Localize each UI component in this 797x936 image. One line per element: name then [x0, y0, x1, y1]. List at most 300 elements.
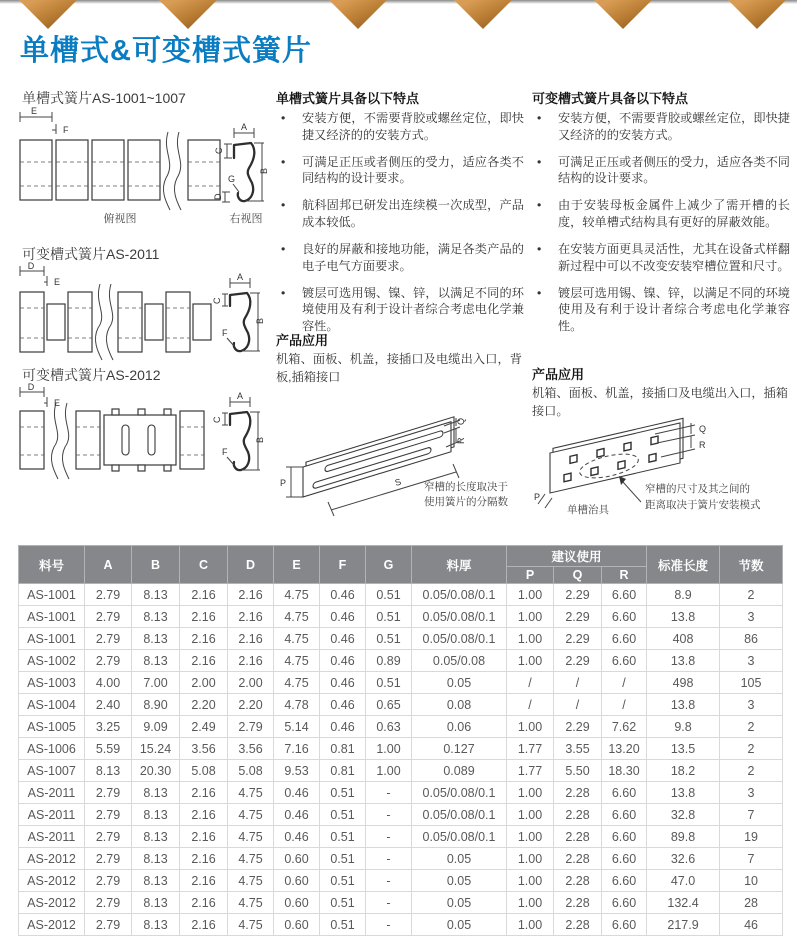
value-cell: 32.6 [647, 848, 720, 870]
value-cell: 3.25 [85, 716, 132, 738]
value-cell: 5.50 [554, 760, 602, 782]
value-cell: 8.13 [132, 826, 180, 848]
pennant-triangle-icon [19, 0, 77, 29]
value-cell: 2.16 [180, 914, 228, 936]
value-cell: 5.08 [228, 760, 274, 782]
dim-label-e: E [54, 277, 61, 287]
value-cell: 13.8 [647, 694, 720, 716]
table-row [19, 672, 783, 694]
pennant-triangle-icon [594, 0, 652, 29]
value-cell: / [602, 672, 647, 694]
value-cell: 2.79 [228, 716, 274, 738]
table-row [19, 694, 783, 716]
part-number-cell: AS-2011 [19, 826, 85, 848]
value-cell: 0.05 [412, 672, 507, 694]
top-view-label: 俯视图 [103, 213, 137, 225]
variable-app-text: 机箱、面板、机盖，接插口及电缆出入口，插箱接口。 [532, 386, 788, 419]
table-row [19, 892, 783, 914]
value-cell: 1.00 [507, 826, 554, 848]
value-cell: 6.60 [602, 914, 647, 936]
dim-label-g: G [228, 174, 236, 184]
right-view-label: 右视图 [229, 213, 263, 225]
value-cell: 86 [720, 628, 783, 650]
value-cell: 0.63 [366, 716, 412, 738]
value-cell: 28 [720, 892, 783, 914]
value-cell: / [554, 672, 602, 694]
value-cell: 2.20 [180, 694, 228, 716]
value-cell: 2.79 [85, 848, 132, 870]
col-header-e: E [274, 546, 320, 584]
feature-bullet: • 良好的屏蔽和接地功能，满足各类产品的电子电气方面要求。 [276, 241, 524, 275]
variable-diagram-caption-line1: 窄槽的尺寸及其之间的 [645, 483, 750, 495]
value-cell: 2.79 [85, 892, 132, 914]
value-cell: 2.16 [180, 606, 228, 628]
feature-bullet: • 安装方便，不需要背胶或螺丝定位，即快捷又经济的的安装方式。 [532, 110, 790, 144]
value-cell: 18.2 [647, 760, 720, 782]
feature-bullet: • 安装方便，不需要背胶或螺丝定位，即快捷又经济的的安装方式。 [276, 110, 524, 144]
value-cell: 0.60 [274, 914, 320, 936]
value-cell: 2.28 [554, 892, 602, 914]
value-cell: 2.00 [180, 672, 228, 694]
value-cell: 8.90 [132, 694, 180, 716]
value-cell: 3.55 [554, 738, 602, 760]
value-cell: 4.75 [228, 870, 274, 892]
value-cell: 0.05/0.08/0.1 [412, 782, 507, 804]
value-cell: 2.28 [554, 848, 602, 870]
value-cell: 3.56 [228, 738, 274, 760]
table-row [19, 782, 783, 804]
value-cell: 46 [720, 914, 783, 936]
feature-bullet: • 由于安装母板金属件上减少了需开槽的长度，较单槽式结构具有更好的屏蔽效能。 [532, 197, 790, 231]
col-header-g: G [366, 546, 412, 584]
value-cell: 0.46 [320, 716, 366, 738]
value-cell: 2.16 [180, 870, 228, 892]
value-cell: 7.62 [602, 716, 647, 738]
diagram-heading-as2012: 可变槽式簧片AS-2012 [22, 367, 161, 383]
value-cell: 0.51 [320, 914, 366, 936]
part-number-cell: AS-1005 [19, 716, 85, 738]
value-cell: 2.28 [554, 870, 602, 892]
value-cell: 0.60 [274, 848, 320, 870]
value-cell: 1.00 [507, 892, 554, 914]
break-line [51, 403, 58, 479]
value-cell: 8.13 [85, 760, 132, 782]
value-cell: 4.75 [228, 804, 274, 826]
col-header-a: A [85, 546, 132, 584]
value-cell: 9.8 [647, 716, 720, 738]
value-cell: 6.60 [602, 650, 647, 672]
page-title: 单槽式&可变槽式簧片 [20, 35, 312, 67]
feature-bullet: • 航科固邦已研发出连续模一次成型，产品成本较低。 [276, 197, 524, 231]
value-cell: 0.089 [412, 760, 507, 782]
value-cell: 18.30 [602, 760, 647, 782]
value-cell: 2.29 [554, 628, 602, 650]
value-cell: 0.05/0.08 [412, 650, 507, 672]
value-cell: 4.75 [228, 892, 274, 914]
value-cell: 8.13 [132, 584, 180, 606]
value-cell: 2 [720, 584, 783, 606]
fixture-label: 单槽治具 [567, 504, 609, 516]
value-cell: 2.16 [180, 782, 228, 804]
feature-bullet: • 镀层可选用锡、镍、锌，以满足不同的环境使用及有利于设计者综合考虑电化学兼容性。 [276, 285, 524, 335]
value-cell: 13.20 [602, 738, 647, 760]
drawing-as1001-strip [16, 106, 269, 228]
value-cell: 2.49 [180, 716, 228, 738]
value-cell: 2.16 [180, 628, 228, 650]
part-number-cell: AS-1002 [19, 650, 85, 672]
value-cell: 8.13 [132, 628, 180, 650]
dim-label-d: D [213, 193, 223, 200]
value-cell: 2.29 [554, 584, 602, 606]
value-cell: 2.29 [554, 606, 602, 628]
diagram-heading-as1001: 单槽式簧片AS-1001~1007 [22, 90, 186, 106]
value-cell: 2.79 [85, 606, 132, 628]
value-cell: 408 [647, 628, 720, 650]
value-cell: 0.46 [320, 650, 366, 672]
value-cell: 0.05 [412, 892, 507, 914]
value-cell: / [602, 694, 647, 716]
value-cell: 0.46 [320, 672, 366, 694]
value-cell: 8.13 [132, 848, 180, 870]
table-row [19, 826, 783, 848]
value-cell: 498 [647, 672, 720, 694]
table-row [19, 650, 783, 672]
value-cell: 2.16 [180, 892, 228, 914]
value-cell: 2.29 [554, 650, 602, 672]
value-cell: 19 [720, 826, 783, 848]
value-cell: 6.60 [602, 848, 647, 870]
value-cell: 4.75 [274, 672, 320, 694]
value-cell: 1.00 [507, 584, 554, 606]
pennant-triangle-icon [159, 0, 217, 29]
value-cell: 0.46 [274, 782, 320, 804]
value-cell: 0.05/0.08/0.1 [412, 826, 507, 848]
dim-label-d: D [27, 382, 35, 392]
dim-label-e: E [54, 398, 61, 408]
dim-label-d: D [27, 261, 35, 271]
value-cell: 0.06 [412, 716, 507, 738]
value-cell: 2 [720, 738, 783, 760]
value-cell: 4.78 [274, 694, 320, 716]
value-cell: 6.60 [602, 584, 647, 606]
break-line [163, 132, 170, 210]
value-cell: 6.60 [602, 628, 647, 650]
value-cell: 4.75 [228, 848, 274, 870]
col-header-sections: 节数 [720, 546, 783, 584]
value-cell: 0.05 [412, 848, 507, 870]
dim-label-b: B [255, 436, 265, 443]
col-header-r: R [602, 567, 647, 584]
value-cell: 0.46 [320, 694, 366, 716]
break-line [174, 132, 181, 210]
table-row [19, 848, 783, 870]
value-cell: 1.00 [366, 738, 412, 760]
value-cell: 3 [720, 606, 783, 628]
single-diagram-caption-line1: 窄槽的长度取决于 [424, 481, 508, 493]
value-cell: 2.79 [85, 782, 132, 804]
value-cell: 0.81 [320, 738, 366, 760]
value-cell: 8.13 [132, 914, 180, 936]
col-header-d: D [228, 546, 274, 584]
value-cell: 2.16 [180, 584, 228, 606]
break-line [95, 284, 102, 360]
col-header-thickness: 料厚 [412, 546, 507, 584]
value-cell: 6.60 [602, 826, 647, 848]
value-cell: 0.51 [366, 606, 412, 628]
value-cell: 20.30 [132, 760, 180, 782]
value-cell: 6.60 [602, 782, 647, 804]
value-cell: 0.51 [320, 848, 366, 870]
break-line [62, 403, 69, 479]
value-cell: - [366, 914, 412, 936]
diagram-heading-as2011: 可变槽式簧片AS-2011 [22, 246, 160, 262]
single-diagram-caption-line2: 使用簧片的分隔数 [424, 496, 508, 508]
value-cell: 0.51 [320, 892, 366, 914]
value-cell: 2.79 [85, 650, 132, 672]
table-row [19, 870, 783, 892]
value-cell: 2.00 [228, 672, 274, 694]
pennant-triangle-icon [728, 0, 786, 29]
value-cell: 9.53 [274, 760, 320, 782]
value-cell: 1.00 [366, 760, 412, 782]
value-cell: 13.5 [647, 738, 720, 760]
part-number-cell: AS-2012 [19, 892, 85, 914]
table-row [19, 738, 783, 760]
dim-label-p: P [280, 478, 287, 488]
dim-label-e: E [30, 106, 38, 116]
value-cell: 0.05 [412, 870, 507, 892]
part-number-cell: AS-1004 [19, 694, 85, 716]
value-cell: 47.0 [647, 870, 720, 892]
value-cell: 3 [720, 782, 783, 804]
part-number-cell: AS-2012 [19, 848, 85, 870]
dim-label-f: F [222, 328, 228, 338]
value-cell: - [366, 826, 412, 848]
single-features-list [276, 110, 524, 345]
dim-label-a: A [240, 122, 248, 132]
value-cell: 0.51 [366, 628, 412, 650]
value-cell: 2.16 [228, 628, 274, 650]
value-cell: 4.00 [85, 672, 132, 694]
value-cell: 10 [720, 870, 783, 892]
value-cell: 0.05/0.08/0.1 [412, 606, 507, 628]
value-cell: 13.8 [647, 650, 720, 672]
dim-label-c: C [214, 147, 224, 154]
value-cell: 2.79 [85, 584, 132, 606]
value-cell: 0.127 [412, 738, 507, 760]
value-cell: - [366, 848, 412, 870]
feature-bullet: • 镀层可选用锡、镍、锌，以满足不同的环境使用及有利于设计者综合考虑电化学兼容性。 [532, 285, 790, 335]
value-cell: 3 [720, 650, 783, 672]
value-cell: 2.16 [180, 848, 228, 870]
value-cell: 2.20 [228, 694, 274, 716]
value-cell: 3.56 [180, 738, 228, 760]
value-cell: 13.8 [647, 606, 720, 628]
value-cell: 1.00 [507, 628, 554, 650]
value-cell: - [366, 804, 412, 826]
value-cell: 0.60 [274, 870, 320, 892]
table-row [19, 606, 783, 628]
value-cell: 13.8 [647, 782, 720, 804]
value-cell: 2.40 [85, 694, 132, 716]
value-cell: 2.79 [85, 804, 132, 826]
value-cell: / [507, 672, 554, 694]
col-header-std-length: 标准长度 [647, 546, 720, 584]
col-header-suggest-group: 建议使用 [507, 546, 647, 567]
dim-label-r: R [456, 437, 466, 444]
value-cell: 8.13 [132, 870, 180, 892]
dim-label-a: A [236, 272, 244, 282]
break-line [106, 284, 113, 360]
table-row [19, 628, 783, 650]
top-shadow [0, 0, 797, 4]
value-cell: 0.46 [320, 606, 366, 628]
table-row [19, 716, 783, 738]
dim-label-r: R [699, 440, 706, 450]
value-cell: 3 [720, 694, 783, 716]
value-cell: 1.77 [507, 760, 554, 782]
dim-label-p: P [534, 492, 541, 502]
pennant-triangle-icon [329, 0, 387, 29]
value-cell: 0.51 [366, 584, 412, 606]
col-header-c: C [180, 546, 228, 584]
value-cell: 2.28 [554, 914, 602, 936]
single-features-heading: 单槽式簧片具备以下特点 [276, 91, 420, 106]
value-cell: 2.28 [554, 782, 602, 804]
value-cell: 6.60 [602, 606, 647, 628]
spec-table-body [19, 584, 783, 936]
value-cell: 89.8 [647, 826, 720, 848]
feature-bullet: • 在安装方面更具灵活性，尤其在设备式样翻新过程中可以不改变安装窄槽位置和尺寸。 [532, 241, 790, 275]
part-number-cell: AS-1003 [19, 672, 85, 694]
value-cell: 4.75 [228, 826, 274, 848]
value-cell: 2 [720, 760, 783, 782]
value-cell: / [507, 694, 554, 716]
value-cell: 2.16 [228, 584, 274, 606]
value-cell: - [366, 892, 412, 914]
dim-label-f: F [222, 447, 228, 457]
value-cell: 0.51 [320, 782, 366, 804]
single-slot-plate-diagram [276, 392, 521, 522]
value-cell: 7.00 [132, 672, 180, 694]
value-cell: 4.75 [274, 628, 320, 650]
part-number-cell: AS-1001 [19, 628, 85, 650]
value-cell: 2.79 [85, 826, 132, 848]
value-cell: 8.13 [132, 892, 180, 914]
value-cell: 1.00 [507, 606, 554, 628]
value-cell: 217.9 [647, 914, 720, 936]
value-cell: 2.16 [180, 826, 228, 848]
feature-bullet: • 可满足正压或者侧压的受力，适应各类不同结构的设计要求。 [532, 154, 790, 188]
value-cell: 4.75 [274, 606, 320, 628]
col-header-p: P [507, 567, 554, 584]
value-cell: 0.81 [320, 760, 366, 782]
value-cell: 4.75 [274, 584, 320, 606]
value-cell: 0.89 [366, 650, 412, 672]
value-cell: 0.46 [274, 804, 320, 826]
value-cell: 1.00 [507, 848, 554, 870]
value-cell: 2.16 [180, 650, 228, 672]
value-cell: 0.05/0.08/0.1 [412, 804, 507, 826]
col-header-b: B [132, 546, 180, 584]
value-cell: / [554, 694, 602, 716]
single-app-text: 机箱、面板、机盖，接插口及电缆出入口，背板,插箱接口 [276, 352, 522, 385]
part-number-cell: AS-2012 [19, 870, 85, 892]
value-cell: 8.13 [132, 782, 180, 804]
value-cell: 0.51 [320, 804, 366, 826]
value-cell: 5.14 [274, 716, 320, 738]
value-cell: 2.79 [85, 914, 132, 936]
drawing-as2011-strip [16, 262, 266, 364]
value-cell: 132.4 [647, 892, 720, 914]
part-number-cell: AS-2011 [19, 782, 85, 804]
value-cell: - [366, 870, 412, 892]
value-cell: 1.77 [507, 738, 554, 760]
value-cell: 2.16 [228, 606, 274, 628]
value-cell: 2.79 [85, 870, 132, 892]
value-cell: 6.60 [602, 892, 647, 914]
variable-slot-plate-diagram [533, 410, 793, 528]
variable-app-heading: 产品应用 [532, 367, 585, 382]
part-number-cell: AS-1006 [19, 738, 85, 760]
part-number-cell: AS-2011 [19, 804, 85, 826]
value-cell: 2 [720, 716, 783, 738]
value-cell: 8.9 [647, 584, 720, 606]
single-app-heading: 产品应用 [276, 333, 329, 348]
dim-label-c: C [212, 416, 222, 423]
value-cell: 0.05/0.08/0.1 [412, 584, 507, 606]
value-cell: 2.16 [228, 650, 274, 672]
value-cell: 0.46 [320, 628, 366, 650]
value-cell: 2.79 [85, 628, 132, 650]
value-cell: 0.51 [320, 870, 366, 892]
part-number-cell: AS-1001 [19, 584, 85, 606]
value-cell: 8.13 [132, 804, 180, 826]
value-cell: 6.60 [602, 870, 647, 892]
pennant-triangle-icon [454, 0, 512, 29]
value-cell: 7 [720, 804, 783, 826]
variable-features-list [532, 110, 790, 345]
feature-bullet: • 可满足正压或者侧压的受力，适应各类不同结构的设计要求。 [276, 154, 524, 188]
value-cell: 4.75 [228, 914, 274, 936]
drawing-as2012-strip [16, 383, 266, 485]
value-cell: 8.13 [132, 650, 180, 672]
value-cell: 9.09 [132, 716, 180, 738]
value-cell: 0.46 [274, 826, 320, 848]
value-cell: 0.46 [320, 584, 366, 606]
table-row [19, 914, 783, 936]
value-cell: 1.00 [507, 782, 554, 804]
value-cell: 0.08 [412, 694, 507, 716]
spec-table [18, 545, 783, 936]
part-number-cell: AS-1001 [19, 606, 85, 628]
value-cell: 8.13 [132, 606, 180, 628]
dim-label-a: A [236, 391, 244, 401]
value-cell: 5.59 [85, 738, 132, 760]
col-header-part: 料号 [19, 546, 85, 584]
col-header-f: F [320, 546, 366, 584]
dim-label-b: B [259, 167, 269, 174]
part-number-cell: AS-1007 [19, 760, 85, 782]
value-cell: 0.05/0.08/0.1 [412, 628, 507, 650]
value-cell: 0.65 [366, 694, 412, 716]
dim-label-f: F [63, 125, 69, 135]
value-cell: 1.00 [507, 914, 554, 936]
variable-features-heading: 可变槽式簧片具备以下特点 [532, 91, 689, 106]
dim-label-q: Q [456, 417, 466, 425]
value-cell: 4.75 [228, 782, 274, 804]
value-cell: 0.05 [412, 914, 507, 936]
